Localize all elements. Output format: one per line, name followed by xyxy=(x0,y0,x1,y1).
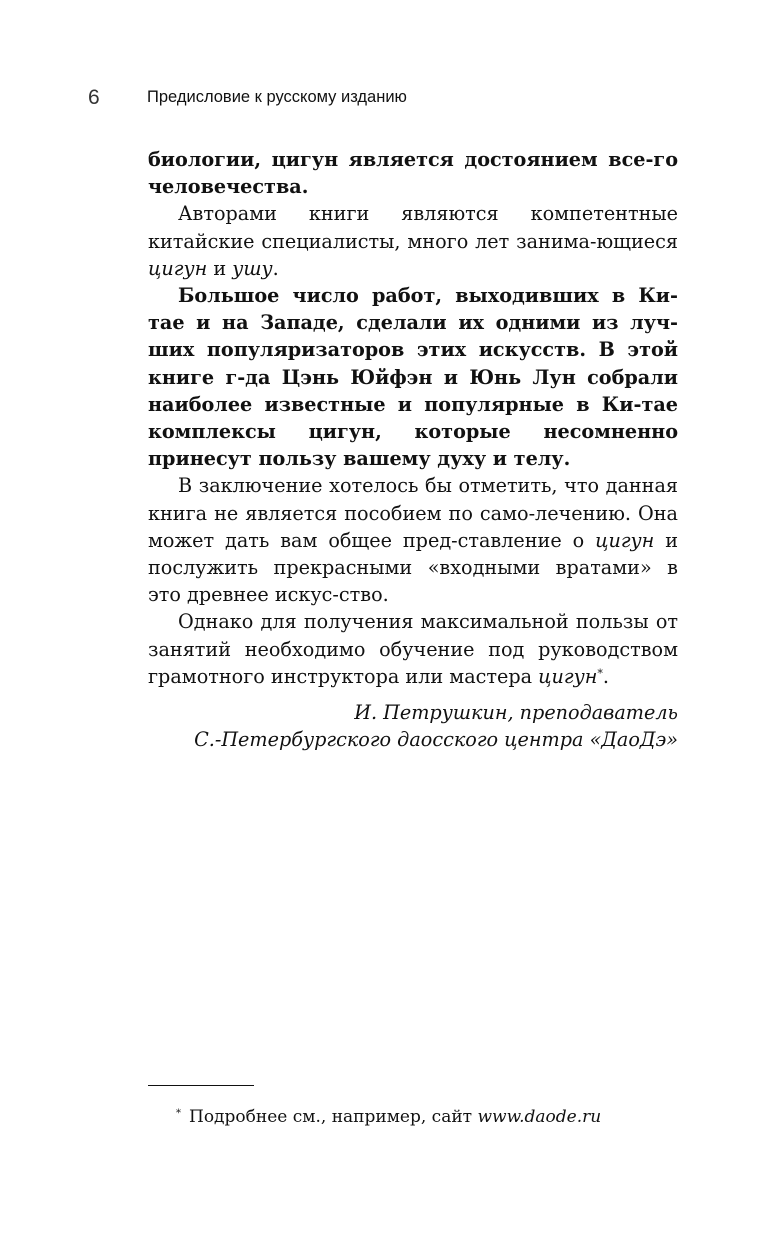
running-title: Предисловие к русскому изданию xyxy=(147,88,407,106)
paragraph-2-end: . xyxy=(272,256,279,280)
footnote-reference: * xyxy=(597,666,603,680)
paragraph-1: биологии, цигун является достоянием все-го человечества. xyxy=(148,148,678,199)
footnote-url: www.daode.ru xyxy=(477,1107,602,1127)
signature-author: И. Петрушкин, преподаватель xyxy=(354,701,678,725)
paragraph-2-conjunction: и xyxy=(207,256,233,280)
signature-affiliation: С.-Петербургского даосского центра «ДаоДэ» xyxy=(194,728,678,752)
footnote-mark: * xyxy=(176,1108,181,1119)
paragraph-3: Большое число работ, выходивших в Ки-тае и на Западе, сделали их одними из луч-ших популяризаторов этих искусств. В этой книге г-да Цэнь Юйфэн и Юнь Лун собрали наиболее известные и популярные в Ки-тае комплексы цигун, которые несомненно принесут пользу вашему духу и телу. xyxy=(148,284,678,471)
footnote-divider xyxy=(148,1085,254,1086)
term-qigong: цигун xyxy=(538,664,598,688)
footnote xyxy=(176,1102,601,1129)
paragraph-4-text-end: и послужить прекрасными «входными вратами» в это древнее искус-ство. xyxy=(148,528,678,607)
paragraph-4 xyxy=(148,472,678,608)
paragraph-5-text: Однако для получения максимальной пользы от занятий необходимо обучение под руководством грамотного инструктора или мастера xyxy=(148,610,678,688)
term-wushu: ушу xyxy=(232,256,273,280)
paragraph-4-text: В заключение хотелось бы отметить, что данная книга не является пособием по само-лечению. Она может дать вам общее пред-ставление о xyxy=(148,474,678,552)
paragraph-5-end: . xyxy=(602,664,609,688)
paragraph-2-text: Авторами книги являются компетентные китайские специалисты, много лет занима-ющиеся xyxy=(148,202,678,253)
main-text xyxy=(148,146,678,753)
page-number: 6 xyxy=(88,86,100,109)
paragraph-5 xyxy=(148,608,678,690)
signature xyxy=(148,699,678,753)
term-qigong: цигун xyxy=(595,528,655,552)
term-qigong: цигун xyxy=(148,256,208,280)
footnote-text: Подробнее см., например, сайт xyxy=(189,1107,478,1127)
paragraph-2 xyxy=(148,200,678,282)
